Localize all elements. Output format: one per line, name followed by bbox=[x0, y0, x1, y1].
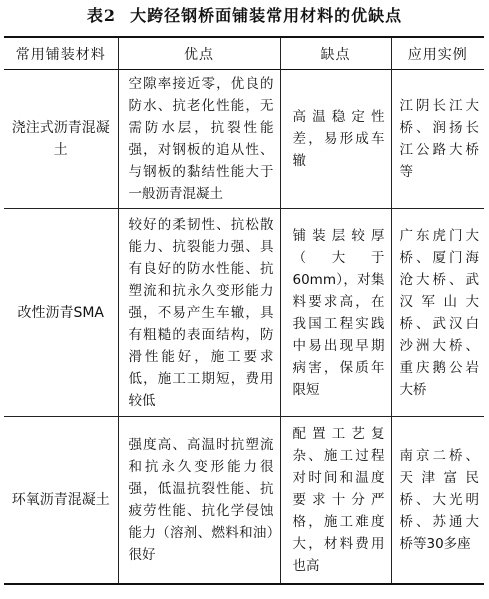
cell-material: 浇注式沥青混凝土 bbox=[11, 120, 110, 158]
header-cons: 缺点 bbox=[280, 37, 391, 70]
table-title bbox=[0, 4, 489, 28]
table-row bbox=[4, 209, 484, 417]
header-pros: 优点 bbox=[118, 37, 280, 70]
header-material: 常用铺装材料 bbox=[15, 46, 106, 63]
materials-table-container bbox=[4, 36, 484, 585]
header-examples: 应用实例 bbox=[391, 37, 484, 70]
materials-table bbox=[4, 36, 484, 585]
cell-examples: 南京二桥、天津富民桥、大光明桥、苏通大桥等30多座 bbox=[391, 417, 484, 584]
table-row bbox=[4, 70, 484, 209]
cell-pros: 较好的柔韧性、抗松散能力、抗裂能力强、具有良好的防水性能、抗塑流和抗永久变形能力强，不易产生车辙，具有粗糙的表面结构，防滑性能好，施工要求低，施工工期短，费用较低 bbox=[118, 209, 280, 417]
cell-cons: 铺装层较厚（大于60mm），对集料要求高，在我国工程实践中易出现早期病害，保质年限短 bbox=[280, 209, 391, 417]
table-caption: 大跨径钢桥面铺装常用材料的优缺点 bbox=[130, 6, 403, 25]
cell-pros: 强度高、高温时抗塑流和抗永久变形能力很强，低温抗裂性能、抗疲劳性能、抗化学侵蚀能力（溶剂、燃料和油）很好 bbox=[118, 417, 280, 584]
cell-material: 环氧沥青混凝土 bbox=[11, 491, 110, 508]
cell-material: 改性沥青SMA bbox=[17, 304, 105, 321]
table-header-row bbox=[4, 37, 484, 70]
cell-cons: 配置工艺复杂、施工过程对时间和温度要求十分严格，施工难度大，材料费用也高 bbox=[280, 417, 391, 584]
table-number: 表2 bbox=[86, 6, 117, 25]
cell-cons: 高温稳定性差，易形成车辙 bbox=[280, 70, 391, 209]
cell-pros: 空隙率接近零，优良的防水、抗老化性能，无需防水层，抗裂性能强，对钢板的追从性、与钢板的黏结性能大于一般沥青混凝土 bbox=[118, 70, 280, 209]
table-row bbox=[4, 417, 484, 584]
cell-examples: 广东虎门大桥、厦门海沧大桥、武汉军山大桥、武汉白沙洲大桥、重庆鹅公岩大桥 bbox=[391, 209, 484, 417]
cell-examples: 江阴长江大桥、润扬长江公路大桥等 bbox=[391, 70, 484, 209]
